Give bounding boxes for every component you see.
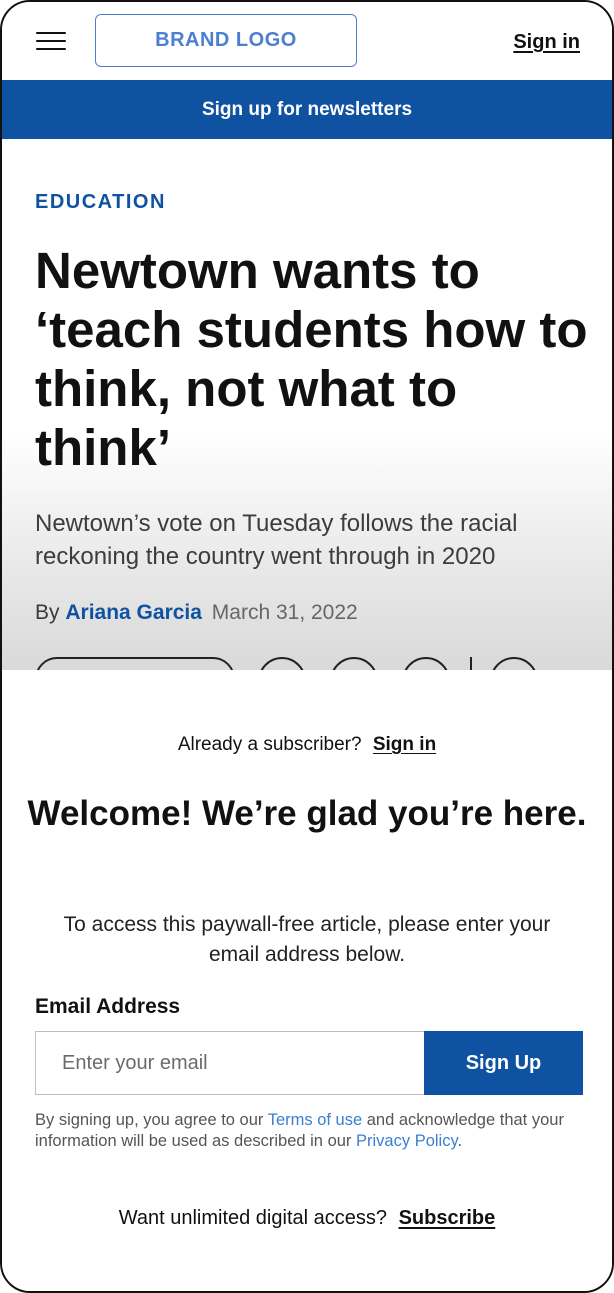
newsletter-signup-bar[interactable]: Sign up for newsletters [2,80,612,139]
access-instructions: To access this paywall-free article, please enter your email address below. [63,913,551,966]
privacy-policy-link[interactable]: Privacy Policy [356,1132,458,1150]
author-link[interactable]: Ariana Garcia [65,601,202,624]
byline [35,601,358,625]
share-divider [470,657,472,670]
email-input[interactable] [35,1031,425,1095]
email-label: Email Address [35,995,181,1018]
article-headline: Newtown wants to ‘teach students how to think, not what to think’ [35,242,588,476]
legal-disclaimer [35,1110,575,1152]
share-circle-button[interactable] [490,657,538,670]
already-subscriber-text: Already a subscriber? [177,734,362,755]
section-kicker[interactable]: EDUCATION [35,191,166,213]
terms-of-use-link[interactable]: Terms of use [267,1111,363,1129]
share-circle-button[interactable] [258,657,306,670]
byline-prefix: By [35,601,60,624]
welcome-heading: Welcome! We’re glad you’re here. [27,794,587,833]
share-circle-button[interactable] [330,657,378,670]
legal-text: and acknowledge that your information will be used as described in our [35,1111,564,1150]
share-pill-button[interactable] [35,657,235,670]
legal-text: . [457,1132,463,1150]
brand-logo[interactable]: BRAND LOGO [95,14,357,67]
unlimited-access-text: Want unlimited digital access? [118,1207,387,1229]
paywall-sign-in-link[interactable]: Sign in [372,734,437,755]
subscribe-link[interactable]: Subscribe [398,1207,496,1229]
article-dek: Newtown’s vote on Tuesday follows the racial reckoning the country went through in 2020 [35,510,518,570]
subscribe-cta-row [2,1207,612,1230]
header-sign-in-link[interactable]: Sign in [513,31,580,53]
site-header [2,2,612,79]
sign-up-button[interactable]: Sign Up [424,1031,583,1095]
article-preview [2,139,612,670]
hamburger-menu-icon[interactable] [36,32,66,52]
share-circle-button[interactable] [402,657,450,670]
already-subscriber-row [2,734,612,756]
publish-date: March 31, 2022 [211,601,358,624]
legal-text: By signing up, you agree to our [35,1111,268,1129]
paywall-panel [2,670,612,1293]
